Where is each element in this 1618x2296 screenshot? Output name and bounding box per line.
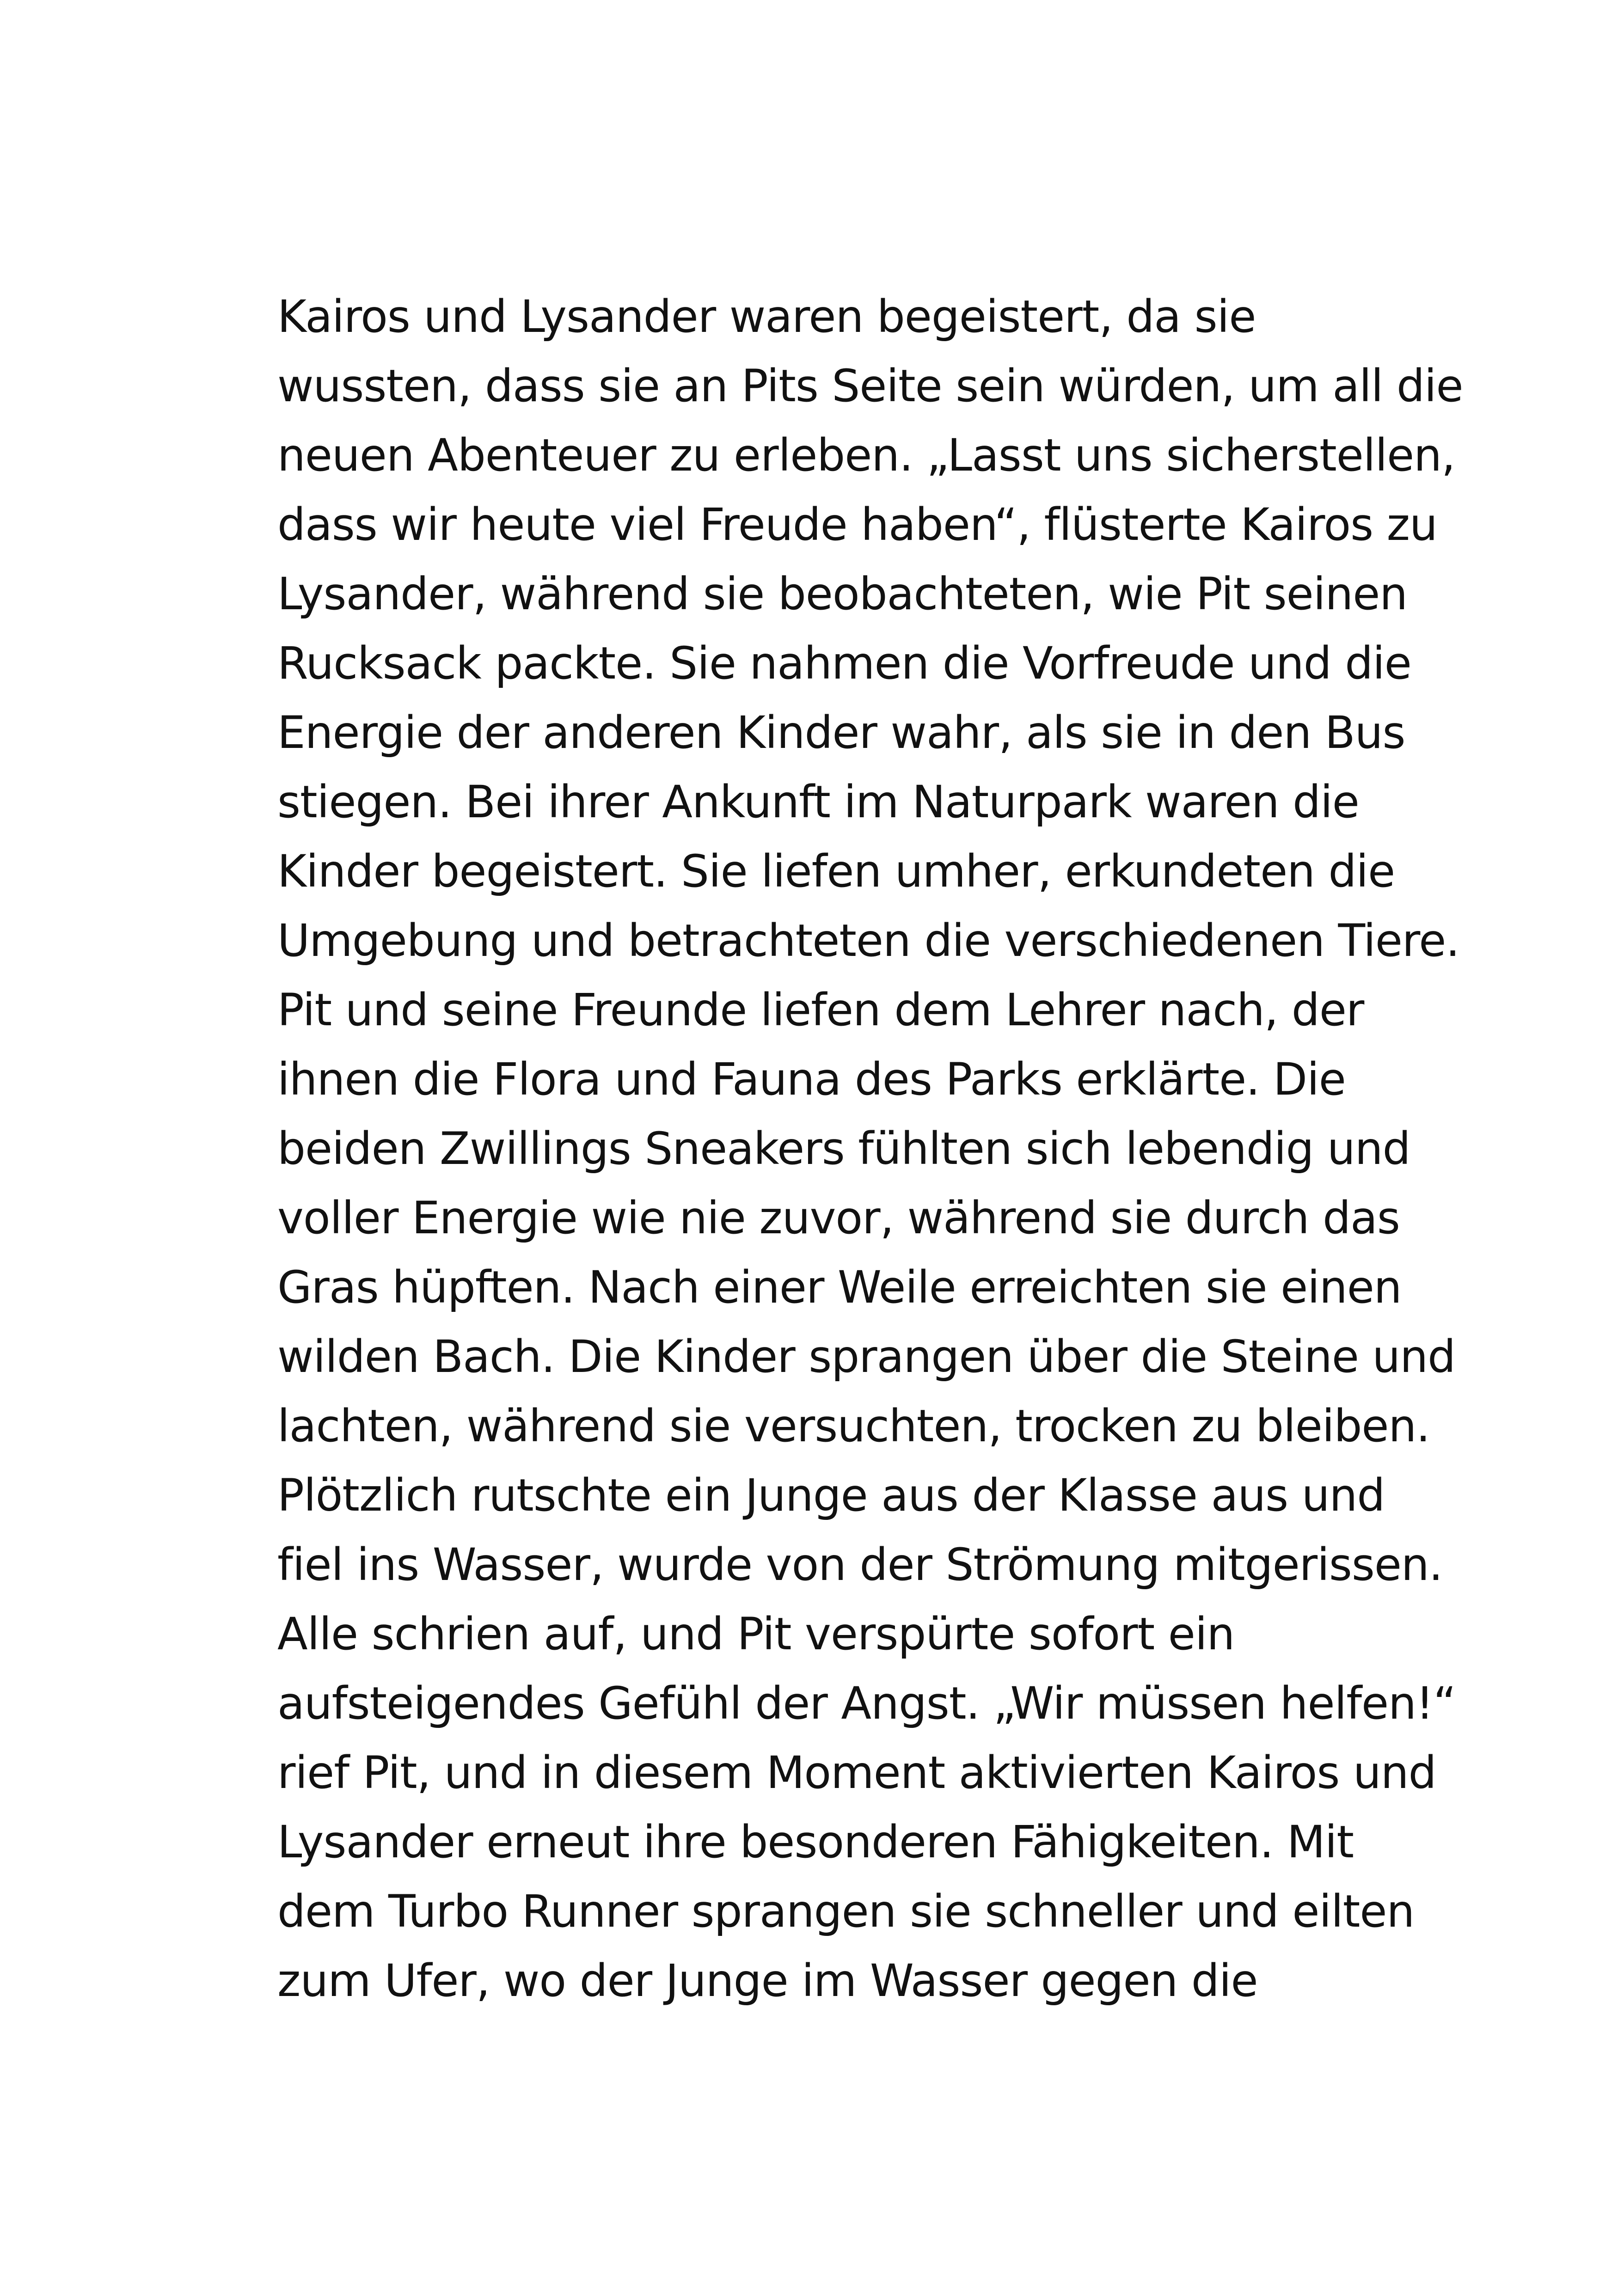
text-line: dem Turbo Runner sprangen sie schneller und eilten [277, 1886, 1415, 1937]
text-line: aufsteigendes Gefühl der Angst. „Wir müssen helfen!“ [277, 1678, 1456, 1729]
text-line: dass wir heute viel Freude haben“, flüsterte Kairos zu [277, 499, 1437, 551]
text-line: Rucksack packte. Sie nahmen die Vorfreude und die [277, 637, 1411, 689]
text-line: rief Pit, und in diesem Moment aktivierten Kairos und [277, 1747, 1436, 1799]
text-line: Kinder begeistert. Sie liefen umher, erkundeten die [277, 845, 1395, 897]
text-line: lachten, während sie versuchten, trocken zu bleiben. [277, 1400, 1430, 1452]
text-line: Pit und seine Freunde liefen dem Lehrer nach, der [277, 984, 1364, 1036]
text-line: neuen Abenteuer zu erleben. „Lasst uns sicherstellen, [277, 429, 1455, 481]
text-line: Lysander, während sie beobachteten, wie Pit seinen [277, 568, 1408, 620]
text-line: ihnen die Flora und Fauna des Parks erklärte. Die [277, 1053, 1346, 1105]
text-line: wussten, dass sie an Pits Seite sein würden, um all die [277, 360, 1463, 412]
text-line: Plötzlich rutschte ein Junge aus der Klasse aus und [277, 1469, 1385, 1521]
text-line: wilden Bach. Die Kinder sprangen über die Steine und [277, 1331, 1456, 1383]
text-line: stiegen. Bei ihrer Ankunft im Naturpark waren die [277, 776, 1359, 828]
text-line: fiel ins Wasser, wurde von der Strömung mitgerissen. [277, 1539, 1443, 1591]
text-line: zum Ufer, wo der Junge im Wasser gegen die [277, 1955, 1258, 2007]
text-line: Kairos und Lysander waren begeistert, da sie [277, 291, 1256, 343]
text-line: Alle schrien auf, und Pit verspürte sofort ein [277, 1608, 1235, 1660]
text-line: voller Energie wie nie zuvor, während sie durch das [277, 1192, 1400, 1244]
text-line: Gras hüpften. Nach einer Weile erreichten sie einen [277, 1261, 1402, 1313]
text-line: Lysander erneut ihre besonderen Fähigkeiten. Mit [277, 1816, 1354, 1868]
body-text [277, 282, 1463, 2015]
text-line: Energie der anderen Kinder wahr, als sie in den Bus [277, 707, 1405, 759]
text-line: Umgebung und betrachteten die verschiedenen Tiere. [277, 915, 1459, 967]
text-line: beiden Zwillings Sneakers fühlten sich lebendig und [277, 1123, 1410, 1175]
